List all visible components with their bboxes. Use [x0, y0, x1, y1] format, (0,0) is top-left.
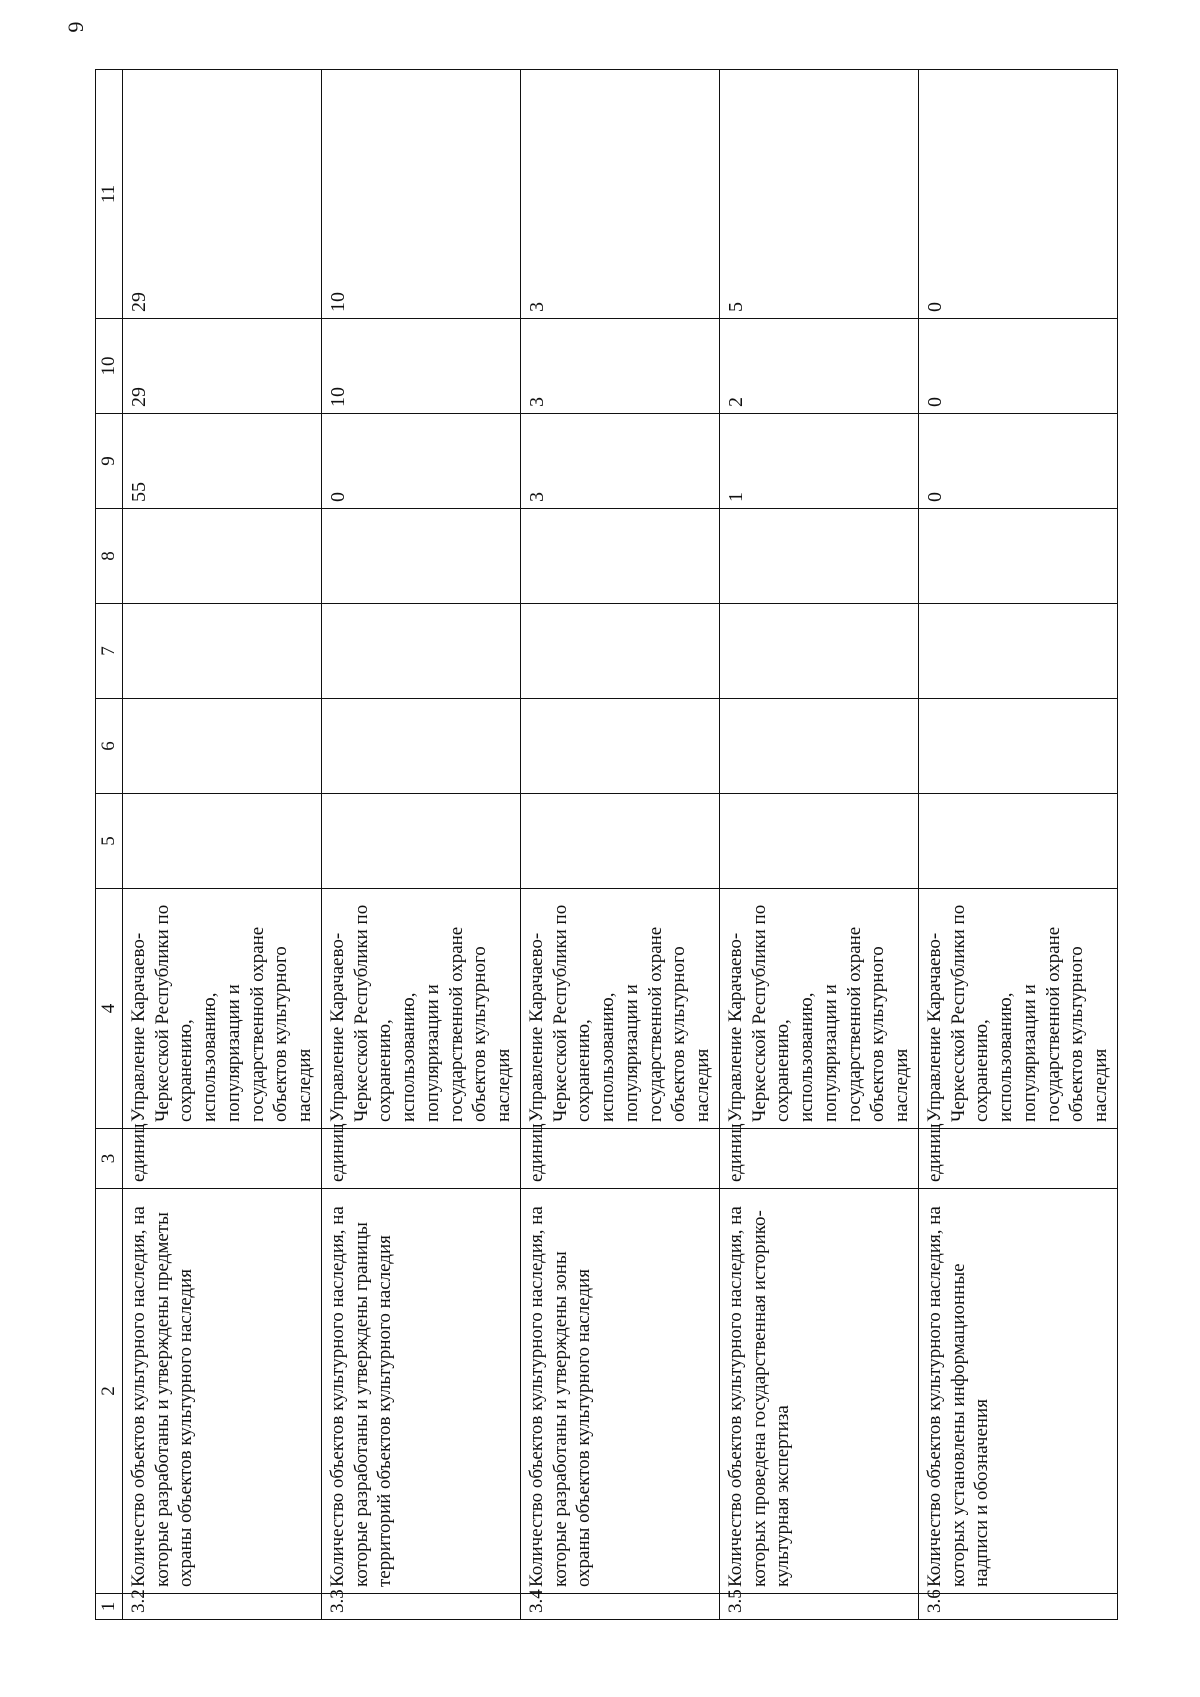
- row-id: 3.3: [321, 1594, 520, 1620]
- col-9: 0: [918, 414, 1117, 509]
- col-8: [918, 509, 1117, 604]
- col-5: [719, 794, 918, 889]
- indicator-name: Количество объектов культурного наследия, на которых установлены информационные надписи и обозначения: [918, 1189, 1117, 1594]
- header-cell: 10: [96, 319, 123, 414]
- table-row: [719, 70, 918, 1620]
- col-10: 10: [321, 319, 520, 414]
- indicator-name: Количество объектов культурного наследия, на которые разработаны и утверждены зоны охраны объектов культурного наследия: [520, 1189, 719, 1594]
- header-cell: 7: [96, 604, 123, 699]
- col-9: 3: [520, 414, 719, 509]
- col-7: [918, 604, 1117, 699]
- row-id: 3.5: [719, 1594, 918, 1620]
- responsible-org: Управление Карачаево-Черкесской Республики по сохранению, использованию, популяризации и государственной охране объектов культурного наследия: [520, 889, 719, 1129]
- col-7: [321, 604, 520, 699]
- col-9: 55: [122, 414, 321, 509]
- col-11: 0: [918, 70, 1117, 319]
- header-cell: 8: [96, 509, 123, 604]
- col-7: [520, 604, 719, 699]
- col-9: 0: [321, 414, 520, 509]
- col-6: [122, 699, 321, 794]
- rotated-table-wrapper: [95, 70, 1111, 1620]
- col-7: [719, 604, 918, 699]
- header-cell: 11: [96, 70, 123, 319]
- unit: единиц: [719, 1129, 918, 1189]
- row-id: 3.4: [520, 1594, 719, 1620]
- col-10: 0: [918, 319, 1117, 414]
- col-6: [719, 699, 918, 794]
- indicators-table: [95, 69, 1118, 1620]
- col-6: [520, 699, 719, 794]
- table-row: [918, 70, 1117, 1620]
- page-number: 6: [63, 21, 89, 33]
- indicator-name: Количество объектов культурного наследия, на которых проведена государственная историко-культурная экспертиза: [719, 1189, 918, 1594]
- col-8: [321, 509, 520, 604]
- col-10: 3: [520, 319, 719, 414]
- indicator-name: Количество объектов культурного наследия, на которые разработаны и утверждены границы территорий объектов культурного наследия: [321, 1189, 520, 1594]
- table-row: [122, 70, 321, 1620]
- unit: единиц: [918, 1129, 1117, 1189]
- header-cell: 9: [96, 414, 123, 509]
- header-cell: 2: [96, 1189, 123, 1594]
- responsible-org: Управление Карачаево-Черкесской Республики по сохранению, использованию, популяризации и государственной охране объектов культурного наследия: [122, 889, 321, 1129]
- table-row: [520, 70, 719, 1620]
- col-11: 3: [520, 70, 719, 319]
- col-8: [719, 509, 918, 604]
- col-11: 29: [122, 70, 321, 319]
- col-6: [321, 699, 520, 794]
- col-11: 5: [719, 70, 918, 319]
- header-cell: 6: [96, 699, 123, 794]
- row-id: 3.2: [122, 1594, 321, 1620]
- unit: единиц: [321, 1129, 520, 1189]
- unit: единиц: [520, 1129, 719, 1189]
- col-11: 10: [321, 70, 520, 319]
- responsible-org: Управление Карачаево-Черкесской Республики по сохранению, использованию, популяризации и государственной охране объектов культурного наследия: [918, 889, 1117, 1129]
- responsible-org: Управление Карачаево-Черкесской Республики по сохранению, использованию, популяризации и государственной охране объектов культурного наследия: [321, 889, 520, 1129]
- col-7: [122, 604, 321, 699]
- col-5: [918, 794, 1117, 889]
- header-cell: 5: [96, 794, 123, 889]
- col-5: [122, 794, 321, 889]
- row-id: 3.6: [918, 1594, 1117, 1620]
- col-9: 1: [719, 414, 918, 509]
- header-row: [96, 70, 123, 1620]
- col-5: [321, 794, 520, 889]
- header-cell: 1: [96, 1594, 123, 1620]
- header-cell: 3: [96, 1129, 123, 1189]
- col-10: 2: [719, 319, 918, 414]
- col-8: [122, 509, 321, 604]
- col-8: [520, 509, 719, 604]
- responsible-org: Управление Карачаево-Черкесской Республики по сохранению, использованию, популяризации и государственной охране объектов культурного наследия: [719, 889, 918, 1129]
- indicator-name: Количество объектов культурного наследия, на которые разработаны и утверждены предметы охраны объектов культурного наследия: [122, 1189, 321, 1594]
- col-10: 29: [122, 319, 321, 414]
- col-5: [520, 794, 719, 889]
- header-cell: 4: [96, 889, 123, 1129]
- table-row: [321, 70, 520, 1620]
- unit: единиц: [122, 1129, 321, 1189]
- col-6: [918, 699, 1117, 794]
